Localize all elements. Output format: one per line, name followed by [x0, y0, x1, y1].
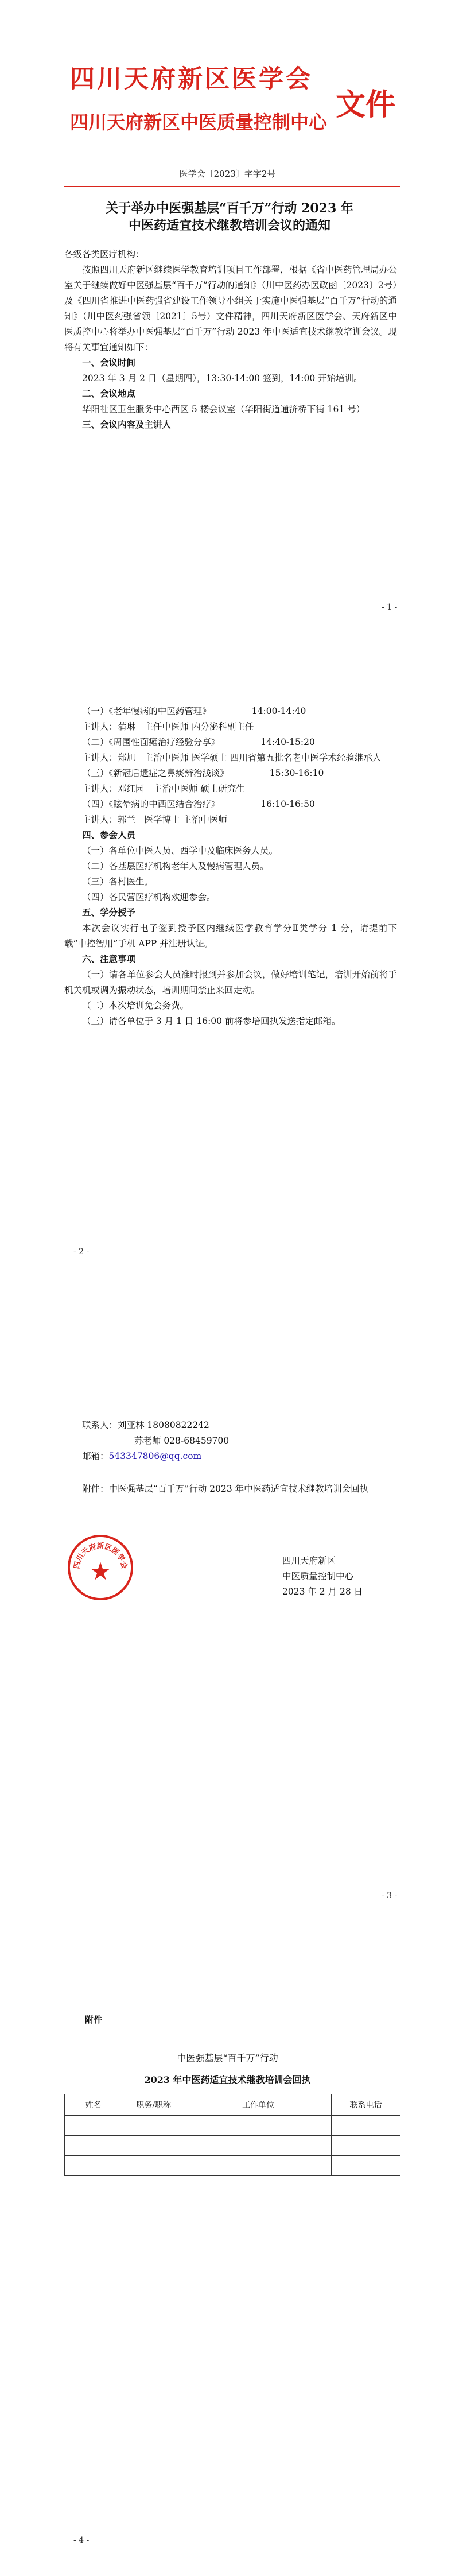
- contact-line-2: 苏老师 028-68459700: [134, 1436, 230, 1446]
- attachment-note-text: 附件：中医强基层“百千万”行动 2023 年中医药适宜技术继教培训会回执: [82, 1484, 369, 1494]
- page-number-4: - 4 -: [73, 2536, 90, 2545]
- lecture-2-topic: （二）《周围性面瘫治疗经验分享》 14:40-15:20: [64, 735, 397, 750]
- title-line-2: 中医药适宜技术继教培训会议的通知: [128, 218, 330, 233]
- title-line-1: 关于举办中医强基层“百千万”行动 2023 年: [106, 201, 353, 216]
- attachment-label: 附件: [85, 2015, 103, 2025]
- contact-email-line: [64, 1449, 397, 1464]
- col-name: 姓名: [65, 2094, 122, 2116]
- official-seal-icon: [67, 1534, 134, 1601]
- page-number-2: - 2 -: [73, 1247, 90, 1256]
- signature-date: 2023 年 2 月 28 日: [282, 1586, 363, 1597]
- col-phone: 联系电话: [331, 2094, 400, 2116]
- document-word: 文件: [336, 87, 396, 122]
- email-label: 邮箱：: [82, 1451, 109, 1461]
- section-credits-title: 五、学分授予: [82, 907, 136, 918]
- table-row: [65, 2156, 400, 2176]
- contact-line-1: 联系人：刘亚林 18080822242: [82, 1420, 209, 1430]
- note-item-1: （一）请各单位参会人员准时报到并参加会议，做好培训笔记，培训开始前将手机关机或调为振动状态，培训期间禁止来回走动。: [64, 969, 397, 995]
- seal-text: 四川天府新区医学会: [72, 1542, 129, 1570]
- page-4: [0, 1932, 455, 2576]
- lecture-4-time: 16:10-16:50: [260, 799, 315, 809]
- form-title-1: 中医强基层“百千万”行动: [177, 2053, 278, 2063]
- page-number-1: - 1 -: [382, 603, 398, 612]
- col-title: 职务/职称: [122, 2094, 185, 2116]
- registration-table: [64, 2094, 400, 2176]
- lecture-4-topic: （四）《眩晕病的中西医结合治疗》 16:10-16:50: [64, 797, 397, 812]
- intro-paragraph: 按照四川天府新区继续医学教育培训项目工作部署，根据《省中医药管理局办公室关于继续做好中医强基层“百千万”行动的通知》（川中医药办医政函〔2023〕2号）及《四川省推进中医药强省建设工作领导小组关于实施中医强基层“百千万”行动的通知》（川中医药强省领〔2021〕5号）文件精神，四川天府新区医学会、天府新区中医质控中心将举办中医强基层“百千万”行动 2023 年中医适宜技术继教培训会议。现将有关事宜通知如下：: [64, 265, 397, 352]
- issuer-line-2: 四川天府新区中医质量控制中心: [70, 111, 328, 133]
- table-header-row: [65, 2094, 400, 2116]
- notice-body-page1: [64, 247, 397, 433]
- lecture-3-topic: （三）《新冠后遗症之鼻痰辨治浅谈》 15:30-16:10: [64, 766, 397, 781]
- attendee-item-3: （三）各村医生。: [82, 876, 154, 887]
- notice-title: [57, 200, 402, 234]
- attendee-item-4: （四）各民营医疗机构欢迎参会。: [82, 892, 216, 902]
- document-number: 医学会〔2023〕字字2号: [179, 169, 276, 179]
- contacts-block: [64, 1418, 397, 1464]
- table-row: [65, 2136, 400, 2156]
- lecture-1-time: 14:00-14:40: [251, 706, 306, 716]
- section-attendees-title: 四、参会人员: [82, 830, 136, 840]
- section-time-title: 一、会议时间: [82, 358, 136, 368]
- attachment-note: [64, 1481, 397, 1497]
- attendee-item-1: （一）各单位中医人员、西学中及临床医务人员。: [82, 845, 278, 856]
- table-row: [65, 2116, 400, 2136]
- note-item-2: （二）本次培训免会务费。: [82, 1000, 189, 1011]
- red-divider: [64, 186, 400, 187]
- signature-org-1: 四川天府新区: [282, 1555, 336, 1566]
- issuer-line-1: 四川天府新区医学会: [70, 65, 313, 94]
- section-place-text: 华阳社区卫生服务中心西区 5 楼会议室（华阳街道通济桥下街 161 号）: [82, 404, 365, 414]
- page-number-3: - 3 -: [382, 1891, 398, 1900]
- lecture-1-topic: （一）《老年慢病的中医药管理》 14:00-14:40: [64, 704, 397, 719]
- email-link[interactable]: 543347806@qq.com: [108, 1451, 202, 1461]
- lecture-4-speaker: 主讲人：郭兰 医学博士 主治中医师: [82, 814, 227, 825]
- attendee-item-2: （二）各基层医疗机构老年人及慢病管理人员。: [82, 861, 269, 871]
- section-notes-title: 六、注意事项: [82, 954, 136, 964]
- note-item-3: （三）请各单位于 3 月 1 日 16:00 前将参培回执发送指定邮箱。: [82, 1016, 341, 1026]
- page-3: [0, 1288, 455, 1932]
- form-title-2: 2023 年中医药适宜技术继教培训会回执: [144, 2074, 311, 2085]
- section-content-title: 三、会议内容及主讲人: [82, 420, 172, 430]
- signature-block: [282, 1553, 363, 1600]
- page-1: [0, 0, 455, 644]
- lecture-2-time: 14:40-15:20: [260, 737, 315, 747]
- col-workplace: 工作单位: [185, 2094, 332, 2116]
- lecture-3-speaker: 主讲人：邓红园 主治中医师 硕士研究生: [82, 783, 245, 794]
- section-time-text: 2023 年 3 月 2 日（星期四），13:30-14:00 签到，14:00 开始培训。: [82, 373, 363, 383]
- signature-org-2: 中医质量控制中心: [282, 1571, 354, 1581]
- lecture-1-speaker: 主讲人：蒲琳 主任中医师 内分泌科副主任: [82, 721, 254, 732]
- section-place-title: 二、会议地点: [82, 389, 136, 399]
- lecture-2-speaker: 主讲人：郑旭 主治中医师 医学硕士 四川省第五批名老中医学术经验继承人: [82, 752, 382, 763]
- salutation: 各级各类医疗机构：: [64, 249, 145, 259]
- notice-body-page2: [64, 704, 397, 1029]
- lecture-3-time: 15:30-16:10: [269, 768, 324, 778]
- section-credits-text: 本次会议实行电子签到授予区内继续医学教育学分Ⅱ类学分 1 分，请提前下载“中控智用”手机 APP 并注册认证。: [64, 923, 397, 949]
